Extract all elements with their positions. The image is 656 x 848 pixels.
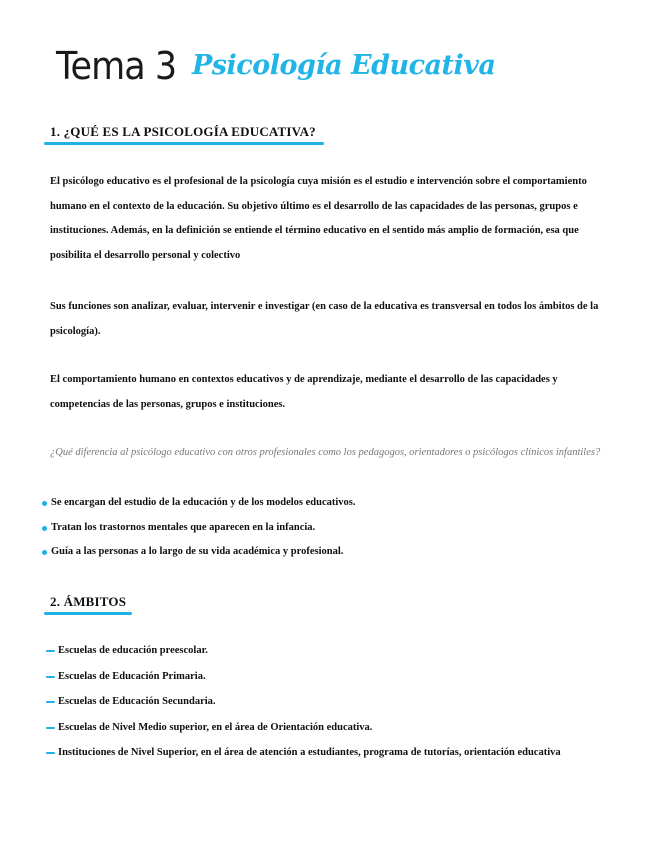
list-item: Se encargan del estudio de la educación y de los modelos educativos. <box>42 491 612 516</box>
differences-list <box>42 491 612 565</box>
topic-number: Tema 3 <box>56 44 177 88</box>
heading-underline <box>44 612 132 615</box>
list-item: Escuelas de Educación Primaria. <box>46 664 616 690</box>
bullet-dot-icon <box>42 526 47 531</box>
bullet-dot-icon <box>42 501 47 506</box>
list-item: Escuelas de educación preescolar. <box>46 638 616 664</box>
dash-icon <box>46 752 55 754</box>
list-item: Instituciones de Nivel Superior, en el área de atención a estudiantes, programa de tutorías, orientación educativa <box>46 740 616 766</box>
areas-list <box>46 638 616 766</box>
list-item: Guía a las personas a lo largo de su vida académica y profesional. <box>42 540 612 565</box>
question-text: ¿Qué diferencia al psicólogo educativo con otros profesionales como los pedagogos, orientadores o psicólogos clínicos infantiles? <box>50 447 601 458</box>
paragraph-object-of-study: El comportamiento humano en contextos educativos y de aprendizaje, mediante el desarrollo de las capacidades y competencias de las personas, grupos e instituciones. <box>50 374 558 410</box>
paragraph-definition: El psicólogo educativo es el profesional de la psicología cuya misión es el estudio e intervención sobre el comportamiento humano en el contexto de la educación. Su objetivo último es el desarrollo de las capacidades de las personas, grupos e instituciones. Además, en la definición se entiende el término educativo en el sentido más amplio de formación, esa que posibilita el desarrollo personal y colectivo <box>50 176 587 261</box>
paragraph-functions: Sus funciones son analizar, evaluar, intervenir e investigar (en caso de la educativa es transversal en todos los ámbitos de la psicología). <box>50 301 599 337</box>
dash-icon <box>46 701 55 703</box>
dash-icon <box>46 676 55 678</box>
list-item: Escuelas de Educación Secundaria. <box>46 689 616 715</box>
dash-icon <box>46 727 55 729</box>
section-heading-2: 2. ÁMBITOS <box>50 594 127 609</box>
dash-icon <box>46 650 55 652</box>
heading-underline <box>44 142 324 145</box>
bullet-dot-icon <box>42 550 47 555</box>
subject-title: Psicología Educativa <box>192 50 496 81</box>
list-item: Escuelas de Nivel Medio superior, en el área de Orientación educativa. <box>46 715 616 741</box>
document-title <box>56 44 616 104</box>
list-item: Tratan los trastornos mentales que aparecen en la infancia. <box>42 516 612 541</box>
section-heading-1: 1. ¿QUÉ ES LA PSICOLOGÍA EDUCATIVA? <box>50 124 316 139</box>
